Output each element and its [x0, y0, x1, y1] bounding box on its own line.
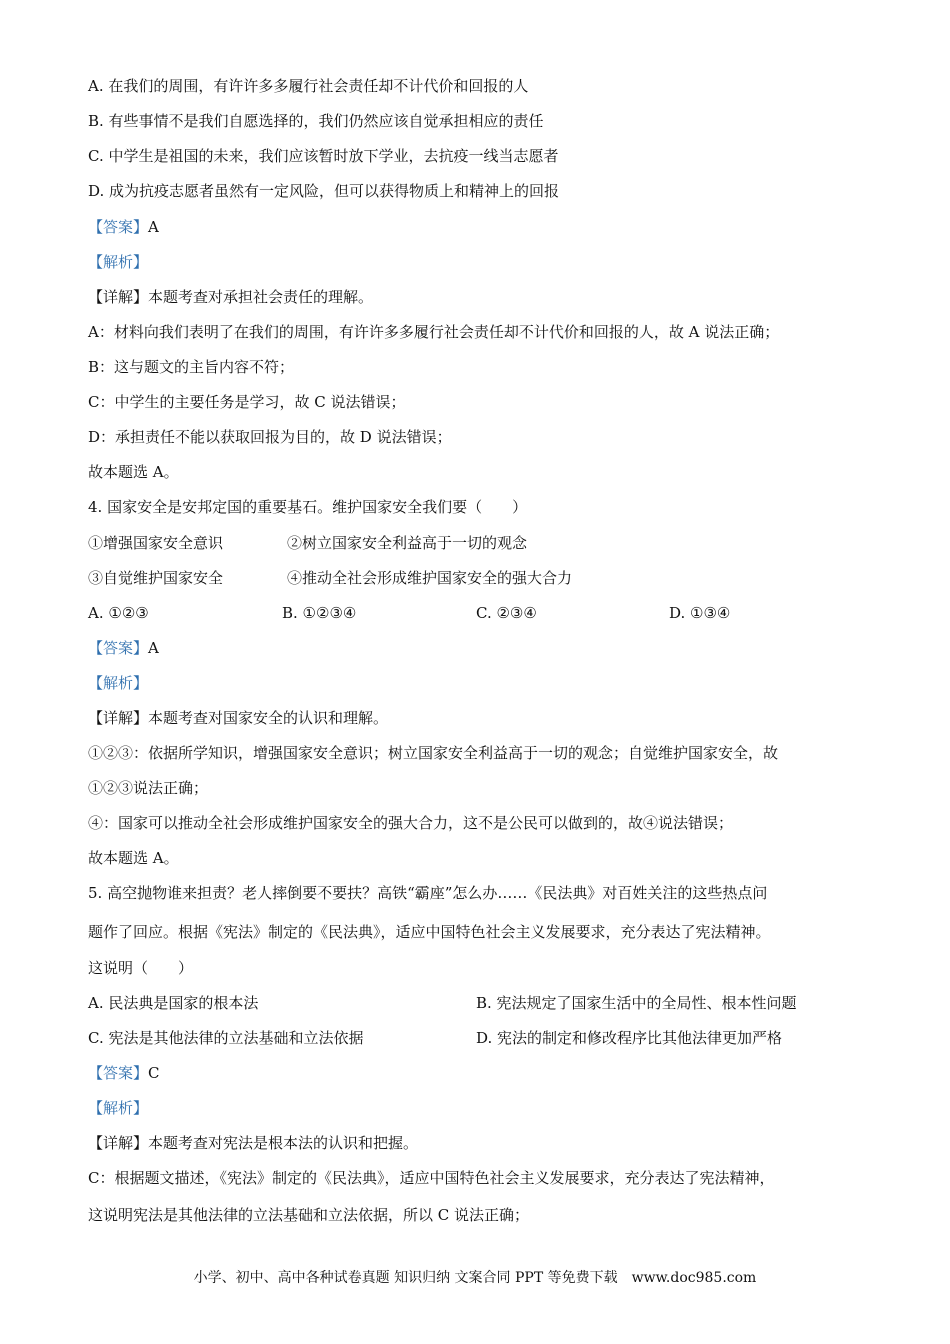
q4-detail-line-2: ①②③说法正确；: [88, 779, 209, 797]
q3-answer: [88, 217, 159, 237]
detail-text: 本题考查对承担社会责任的理解。: [148, 288, 374, 306]
q4-analysis-tag: 【解析】: [88, 674, 149, 692]
q4-item-3: ③自觉维护国家安全: [88, 569, 224, 587]
q4-item-4: ④推动全社会形成维护国家安全的强大合力: [287, 569, 573, 587]
detail-text: 本题考查对国家安全的认识和理解。: [148, 709, 389, 727]
q4-option-a: A. ①②③: [88, 604, 149, 622]
answer-value: C: [148, 1064, 160, 1082]
q5-answer: [88, 1063, 160, 1083]
q3-detail-a: A：材料向我们表明了在我们的周围，有许许多多履行社会责任却不计代价和回报的人，故 A 说法正确；: [88, 323, 780, 341]
q5-option-d: D. 宪法的制定和修改程序比其他法律更加严格: [476, 1029, 783, 1047]
answer-tag: 【答案】: [88, 1064, 149, 1082]
q4-option-d: D. ①③④: [669, 604, 731, 622]
q5-stem-line-3: 这说明（ ）: [88, 959, 194, 977]
detail-tag: 【详解】: [88, 1134, 149, 1152]
q4-detail-line-1: ①②③：依据所学知识，增强国家安全意识；树立国家安全利益高于一切的观念；自觉维护国家安全，故: [88, 744, 779, 762]
page-footer: 小学、初中、高中各种试卷真题 知识归纳 文案合同 PPT 等免费下载 www.doc985.com: [193, 1270, 757, 1286]
q4-conclusion: 故本题选 A。: [88, 849, 179, 867]
q5-option-c: C. 宪法是其他法律的立法基础和立法依据: [88, 1029, 364, 1047]
q3-analysis-tag: 【解析】: [88, 253, 149, 271]
answer-tag: 【答案】: [88, 218, 149, 236]
q4-detail-line-3: ④：国家可以推动全社会形成维护国家安全的强大合力，这不是公民可以做到的，故④说法错误；: [88, 814, 734, 832]
q3-option-c: C. 中学生是祖国的未来，我们应该暂时放下学业，去抗疫一线当志愿者: [88, 147, 559, 165]
q3-detail-b: B：这与题文的主旨内容不符；: [88, 358, 295, 376]
q5-detail-line-1: C：根据题文描述，《宪法》制定的《民法典》，适应中国特色社会主义发展要求，充分表达了宪法精神，: [88, 1169, 775, 1187]
q4-item-2: ②树立国家安全利益高于一切的观念: [287, 534, 528, 552]
q4-option-b: B. ①②③④: [282, 604, 357, 622]
q5-detail-line-2: 这说明宪法是其他法律的立法基础和立法依据，所以 C 说法正确；: [88, 1206, 530, 1224]
q3-option-a: A. 在我们的周围，有许许多多履行社会责任却不计代价和回报的人: [88, 77, 529, 95]
q5-analysis-tag: 【解析】: [88, 1099, 149, 1117]
q5-option-b: B. 宪法规定了国家生活中的全局性、根本性问题: [476, 994, 797, 1012]
q3-conclusion: 故本题选 A。: [88, 463, 179, 481]
detail-text: 本题考查对宪法是根本法的认识和把握。: [148, 1134, 419, 1152]
q3-detail-c: C：中学生的主要任务是学习，故 C 说法错误；: [88, 393, 406, 411]
answer-tag: 【答案】: [88, 639, 149, 657]
q3-detail: [88, 287, 373, 307]
answer-value: A: [148, 218, 159, 236]
q4-item-1: ①增强国家安全意识: [88, 534, 224, 552]
q4-stem: 4. 国家安全是安邦定国的重要基石。维护国家安全我们要（ ）: [88, 498, 528, 516]
q3-option-b: B. 有些事情不是我们自愿选择的，我们仍然应该自觉承担相应的责任: [88, 112, 544, 130]
q5-option-a: A. 民法典是国家的根本法: [88, 994, 259, 1012]
answer-value: A: [148, 639, 159, 657]
q4-detail: [88, 708, 388, 728]
q3-option-d: D. 成为抗疫志愿者虽然有一定风险，但可以获得物质上和精神上的回报: [88, 182, 560, 200]
q4-answer: [88, 638, 159, 658]
q5-detail: [88, 1133, 418, 1153]
detail-tag: 【详解】: [88, 288, 149, 306]
q4-option-c: C. ②③④: [476, 604, 537, 622]
detail-tag: 【详解】: [88, 709, 149, 727]
q3-detail-d: D：承担责任不能以获取回报为目的，故 D 说法错误；: [88, 428, 452, 446]
q5-stem-line-2: 题作了回应。根据《宪法》制定的《民法典》，适应中国特色社会主义发展要求，充分表达了宪法精神。: [88, 923, 771, 941]
q5-stem-line-1: 5. 高空抛物谁来担责？老人摔倒要不要扶？高铁“霸座”怎么办……《民法典》对百姓关注的这些热点问: [88, 884, 768, 902]
